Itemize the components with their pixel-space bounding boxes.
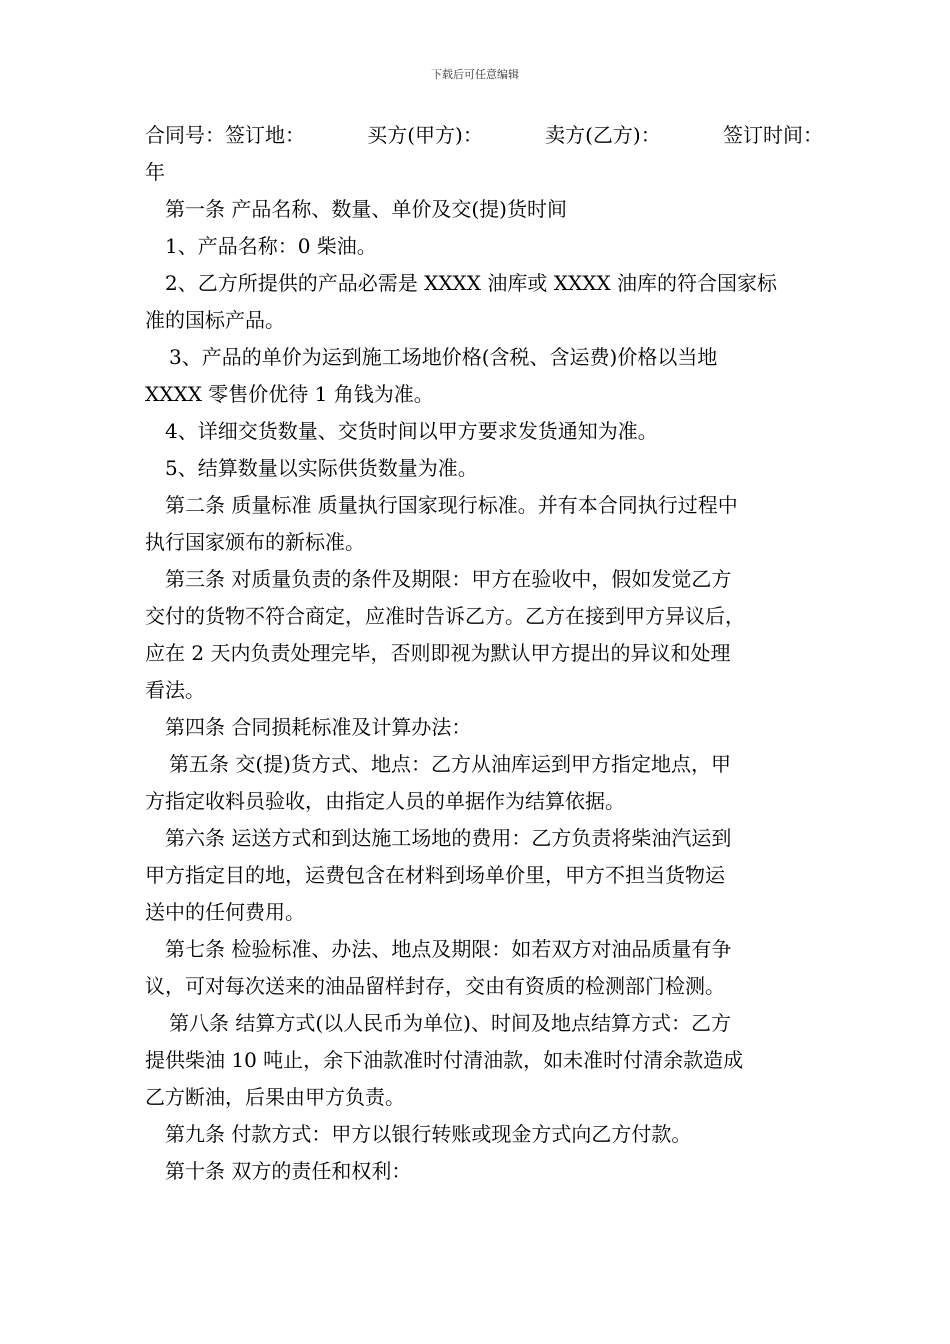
clause-line: XXXX 零售价优待 1 角钱为准。 <box>145 382 434 406</box>
clause-line: 送中的任何费用。 <box>145 900 305 924</box>
contract-no-label: 合同号：签订地： <box>145 123 305 147</box>
clause-paragraph <box>145 561 823 709</box>
clause-paragraph <box>145 820 823 931</box>
clause-line: 第三条 对质量负责的条件及期限：甲方在验收中，假如发觉乙方 <box>165 567 732 591</box>
clause-paragraph <box>145 487 823 561</box>
clause-line: 第一条 产品名称、数量、单价及交(提)货时间 <box>165 197 567 221</box>
clause-line: 提供柴油 10 吨止，余下油款准时付清油款，如未准时付清余款造成 <box>145 1048 744 1072</box>
clause-paragraph <box>145 1153 823 1190</box>
clause-line: 第六条 运送方式和到达施工场地的费用：乙方负责将柴油汽运到 <box>165 826 732 850</box>
sign-time-label: 签订时间： <box>722 123 823 147</box>
clause-line: 第四条 合同损耗标准及计算办法： <box>165 715 472 739</box>
clause-paragraph <box>145 746 823 820</box>
buyer-label: 买方(甲方)： <box>367 123 483 147</box>
clause-line: 4、详细交货数量、交货时间以甲方要求发货通知为准。 <box>165 419 658 443</box>
clause-paragraph <box>145 413 823 450</box>
document-body <box>145 117 823 1190</box>
clause-paragraph <box>145 265 823 339</box>
clause-line: 甲方指定目的地，运费包含在材料到场单价里，甲方不担当货物运 <box>145 863 725 887</box>
clause-line: 议，可对每次送来的油品留样封存，交由有资质的检测部门检测。 <box>145 974 725 998</box>
clause-line: 第八条 结算方式(以人民币为单位)、时间及地点结算方式：乙方 <box>169 1011 731 1035</box>
clause-list <box>145 191 823 1190</box>
clause-line: 1、产品名称：0 柴油。 <box>165 234 377 258</box>
clause-line: 2、乙方所提供的产品必需是 XXXX 油库或 XXXX 油库的符合国家标 <box>165 271 778 295</box>
clause-line: 看法。 <box>145 678 205 702</box>
clause-paragraph <box>145 228 823 265</box>
clause-line: 乙方断油，后果由甲方负责。 <box>145 1085 405 1109</box>
seller-label: 卖方(乙方)： <box>545 123 661 147</box>
clause-paragraph <box>145 450 823 487</box>
clause-paragraph <box>145 339 823 413</box>
clause-line: 应在 2 天内负责处理完毕，否则即视为默认甲方提出的异议和处理 <box>145 641 731 665</box>
clause-line: 第五条 交(提)货方式、地点：乙方从油库运到甲方指定地点，甲 <box>169 752 731 776</box>
clause-paragraph <box>145 1116 823 1153</box>
clause-line: 方指定收料员验收，由指定人员的单据作为结算依据。 <box>145 789 625 813</box>
page-header: 下载后可任意编辑 <box>431 68 519 81</box>
clause-line: 第十条 双方的责任和权利： <box>165 1159 412 1183</box>
clause-line: 5、结算数量以实际供货数量为准。 <box>165 456 478 480</box>
clause-line: 执行国家颁布的新标准。 <box>145 530 365 554</box>
clause-line: 交付的货物不符合商定，应准时告诉乙方。乙方在接到甲方异议后， <box>145 604 745 628</box>
clause-line: 第七条 检验标准、办法、地点及期限：如若双方对油品质量有争 <box>165 937 732 961</box>
clause-paragraph <box>145 1005 823 1116</box>
contract-meta-row <box>145 117 823 154</box>
clause-paragraph <box>145 931 823 1005</box>
clause-paragraph <box>145 709 823 746</box>
clause-line: 准的国标产品。 <box>145 308 285 332</box>
clause-paragraph <box>145 191 823 228</box>
year-label: 年 <box>145 160 165 184</box>
clause-line: 3、产品的单价为运到施工场地价格(含税、含运费)价格以当地 <box>169 345 718 369</box>
clause-line: 第二条 质量标准 质量执行国家现行标准。并有本合同执行过程中 <box>165 493 738 517</box>
clause-line: 第九条 付款方式：甲方以银行转账或现金方式向乙方付款。 <box>165 1122 692 1146</box>
